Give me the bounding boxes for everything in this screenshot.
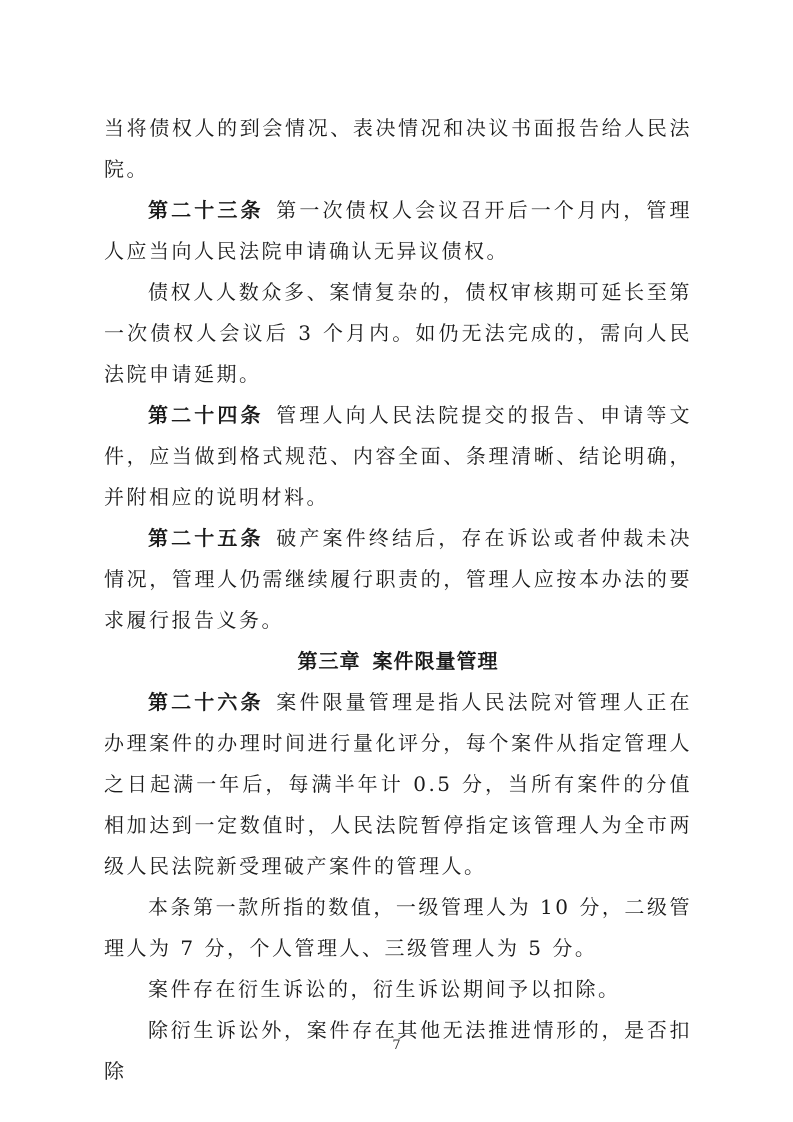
article-text: 破产案件终结后，存在诉讼或者仲裁未决情况，管理人仍需继续履行职责的，管理人应按本办法的要求履行报告义务。	[104, 526, 693, 632]
chapter-title: 案件限量管理	[372, 649, 499, 673]
article-number: 第二十五条	[148, 526, 264, 550]
article-text: 第一次债权人会议召开后一个月内，管理人应当向人民法院申请确认无异议债权。	[104, 198, 693, 263]
page-number: 7	[392, 1038, 401, 1053]
article-number: 第二十四条	[148, 403, 264, 427]
article-25	[104, 518, 692, 641]
paragraph-text: 当将债权人的到会情况、表决情况和决议书面报告给人民法院。	[104, 116, 692, 181]
article-23	[104, 190, 692, 272]
paragraph-text: 债权人人数众多、案情复杂的，债权审核期可延长至第一次债权人会议后 3 个月内。如仍无法完成的，需向人民法院申请延期。	[104, 280, 692, 386]
chapter-number: 第三章	[297, 649, 361, 673]
article-number: 第二十三条	[148, 198, 264, 222]
article-text: 管理人向人民法院提交的报告、申请等文件，应当做到格式规范、内容全面、条理清晰、结论明确，并附相应的说明材料。	[104, 403, 693, 509]
article-number: 第二十六条	[148, 690, 264, 714]
paragraph-text: 案件存在衍生诉讼的，衍生诉讼期间予以扣除。	[148, 977, 621, 1001]
document-body	[104, 108, 692, 1092]
paragraph-continuation	[104, 108, 692, 190]
article-26-clause-3	[104, 969, 692, 1010]
article-26-clause-2	[104, 887, 692, 969]
chapter-heading	[104, 641, 692, 682]
paragraph-text: 除衍生诉讼外，案件存在其他无法推进情形的，是否扣除	[104, 1018, 692, 1083]
paragraph-text: 本条第一款所指的数值，一级管理人为 10 分，二级管理人为 7 分，个人管理人、三级管理人为 5 分。	[104, 895, 692, 960]
article-24	[104, 395, 692, 518]
article-23-clause-2	[104, 272, 692, 395]
article-text: 案件限量管理是指人民法院对管理人正在办理案件的办理时间进行量化评分，每个案件从指定管理人之日起满一年后，每满半年计 0.5 分，当所有案件的分值相加达到一定数值时，人民法院暂停指定该管理人为全市两级人民法院新受理破产案件的管理人。	[104, 690, 693, 878]
article-26	[104, 682, 692, 887]
